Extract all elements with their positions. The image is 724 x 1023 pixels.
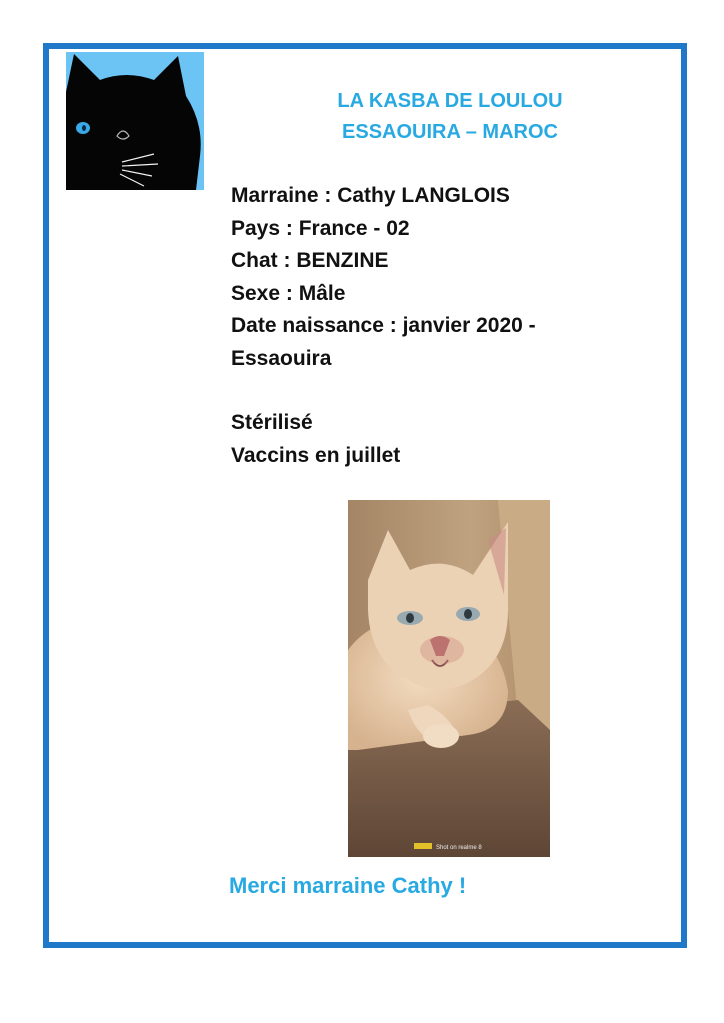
black-cat-face-icon [66,52,204,190]
sponsorship-details [231,180,651,472]
vaccines-line: Vaccins en juillet [231,443,401,467]
photo-watermark: Shot on realme 8 [436,845,482,851]
sterilized-line: Stérilisé [231,411,313,434]
cat-name-line: Chat : BENZINE [231,249,389,272]
shelter-location: ESSAOUIRA – MAROC [342,121,558,143]
sponsor-line: Marraine : Cathy LANGLOIS [231,184,510,207]
country-line: Pays : France - 02 [231,216,410,240]
birth-date-line: Date naissance : janvier 2020 - [231,314,536,337]
cat-photo [348,500,550,857]
sex-line: Sexe : Mâle [231,281,346,305]
spacer [231,375,651,407]
birth-place-line: Essaouira [231,346,332,370]
shelter-title [300,86,600,148]
thanks-message: Merci marraine Cathy ! [229,873,467,898]
shelter-name: LA KASBA DE LOULOU [337,90,563,112]
